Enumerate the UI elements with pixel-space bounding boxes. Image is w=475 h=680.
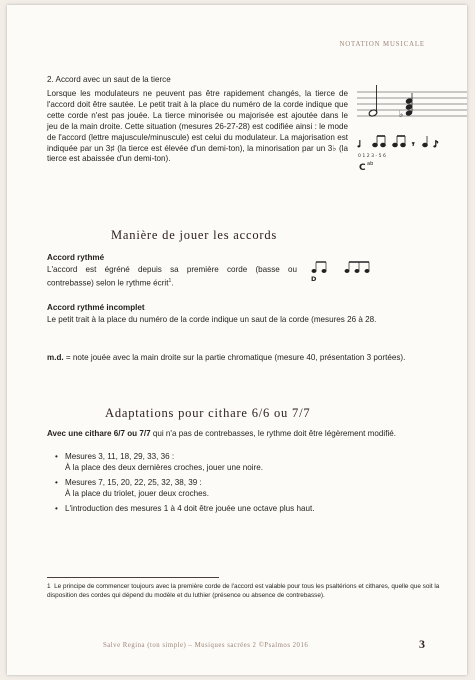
adaptations-list bbox=[55, 452, 435, 519]
half-note bbox=[368, 85, 378, 117]
footnote-text: Le principe de commencer toujours avec la première corde de l'accord est valable pour tous les psaltérions et cithares, quelle que soit la disposition des cordes qui dépend du modèle et du luthier (présence ou absence de contrebasse). bbox=[47, 583, 440, 599]
string-numbers: 0 1 2 3 - 5 6 bbox=[358, 154, 386, 159]
running-header: NOTATION MUSICALE bbox=[339, 41, 425, 48]
md-label: m.d. bbox=[47, 353, 64, 362]
page-number: 3 bbox=[419, 637, 425, 651]
paragraph-adaptations-intro bbox=[47, 429, 442, 440]
page bbox=[7, 5, 467, 675]
list-item bbox=[55, 504, 435, 515]
paragraph-accord-incomplet: Le petit trait à la place du numéro de la corde indique un saut de la corde (mesures 26 à 28. bbox=[47, 315, 377, 324]
section-heading-adaptations: Adaptations pour cithare 6/6 ou 7/7 bbox=[105, 406, 311, 420]
list-item-line2: À la place du triolet, jouer deux croches. bbox=[65, 488, 209, 498]
svg-text:♭: ♭ bbox=[399, 110, 404, 120]
md-text: = note jouée avec la main droite sur la partie chromatique (mesure 40, présentation 3 portées). bbox=[63, 353, 406, 362]
footnote-number: 1 bbox=[47, 583, 51, 590]
list-item-line1: Mesures 7, 15, 20, 22, 25, 32, 38, 39 : bbox=[65, 477, 202, 487]
paragraph-md bbox=[47, 353, 442, 364]
intro-text: qui n'a pas de contrebasses, le rythme doit être légèrement modifié. bbox=[150, 429, 397, 438]
chord-suffix: ab bbox=[367, 161, 374, 167]
paragraph-text: L'accord est égréné depuis sa première corde (basse ou contrebasse) selon le rythme écrit bbox=[47, 265, 297, 288]
svg-text:♩: ♩ bbox=[357, 140, 362, 150]
bullet: • bbox=[55, 452, 58, 461]
paragraph-text: Lorsque les modulateurs ne peuvent pas être rapidement changés, la tierce de l'accord doit être sautée. Le petit trait à la place du numéro de la corde indique que cette corde n'est pas jouée. La tierce minorisée ou majorisée est ajoutée dans le jeu de la main droite. Cette situation (mesures 26-27-28) est codifiée ainsi : le mode de l'accord (lettre majuscule/minuscule) est celui du modulateur. La majorisation est indiquée par un 3♯ (la tierce est élevée d'un demi-ton), la minorisation par un 3♭ (la tierce est abaissée d'un demi-ton). bbox=[47, 89, 348, 164]
mini-chord-letter: D bbox=[311, 275, 317, 283]
rhythm-figure bbox=[355, 133, 467, 183]
bullet: • bbox=[55, 477, 58, 487]
footnote-divider bbox=[47, 577, 219, 578]
svg-text:♪: ♪ bbox=[433, 140, 439, 150]
footnote-ref: 1 bbox=[168, 277, 172, 284]
section-title-accord-saut: 2. Accord avec un saut de la tierce bbox=[47, 75, 171, 84]
bullet: • bbox=[55, 503, 58, 513]
music-staff-figure bbox=[355, 77, 467, 133]
svg-text:𝄾: 𝄾 bbox=[412, 140, 415, 150]
footnote bbox=[47, 583, 440, 600]
subheading-accord-rythme: Accord rythmé bbox=[47, 253, 105, 262]
intro-bold: Avec une cithare 6/7 ou 7/7 bbox=[47, 429, 151, 438]
paragraph-accord-rythme bbox=[47, 265, 297, 290]
mini-rhythm-figure bbox=[309, 260, 379, 284]
list-item bbox=[55, 452, 435, 474]
list-item-line1: L'introduction des mesures 1 à 4 doit être jouée une octave plus haut. bbox=[65, 503, 315, 513]
list-item-line1: Mesures 3, 11, 18, 29, 33, 36 : bbox=[65, 452, 175, 461]
running-footer: Salve Regina (ton simple) – Musiques sacrées 2 ©Psalmos 2016 bbox=[103, 642, 309, 649]
section-paragraph-accord-saut bbox=[47, 89, 348, 165]
chord-letter: C bbox=[359, 163, 366, 173]
section-heading-maniere: Manière de jouer les accords bbox=[111, 228, 278, 242]
list-item-line2: À la place des deux dernières croches, jouer une noire. bbox=[65, 462, 263, 472]
list-item bbox=[55, 478, 435, 500]
subheading-accord-incomplet: Accord rythmé incomplet bbox=[47, 303, 145, 312]
paragraph-end: . bbox=[171, 278, 174, 288]
